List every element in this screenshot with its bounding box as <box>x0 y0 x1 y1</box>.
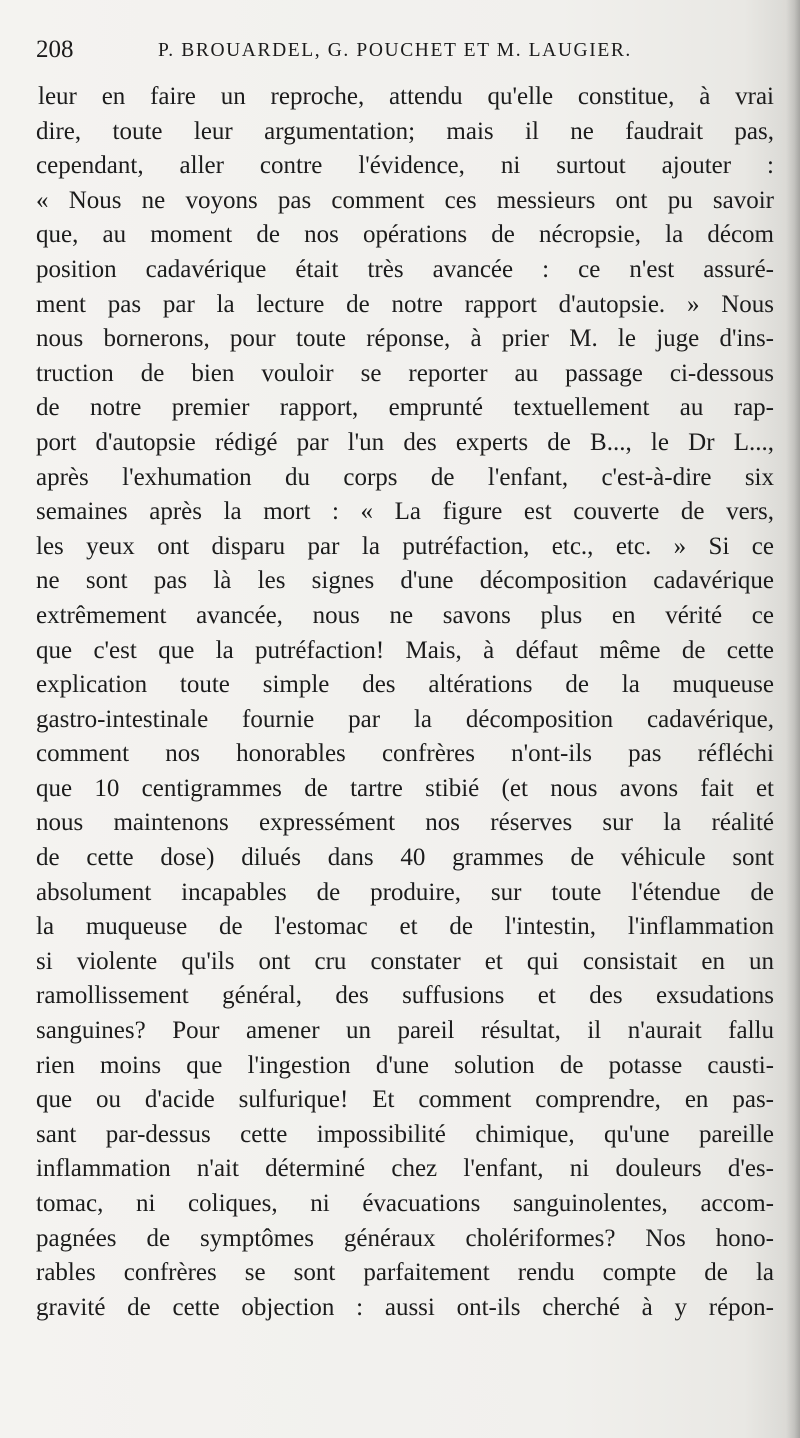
page-edge-shadow <box>786 0 800 1438</box>
text-line: que, au moment de nos opérations de nécropsie, la décom <box>36 221 774 249</box>
text-line: de notre premier rapport, emprunté textuellement au rap- <box>36 394 774 422</box>
text-line: inflammation n'ait déterminé chez l'enfant, ni douleurs d'es- <box>36 1155 774 1183</box>
body-paragraph <box>36 80 774 1325</box>
text-line: absolument incapables de produire, sur toute l'étendue de <box>36 878 774 906</box>
text-line: de cette dose) dilués dans 40 grammes de véhicule sont <box>36 844 774 872</box>
text-line: leur en faire un reproche, attendu qu'elle constitue, à vrai <box>38 83 774 110</box>
text-line: cependant, aller contre l'évidence, ni surtout ajouter : <box>36 152 774 180</box>
page-number: 208 <box>36 36 74 63</box>
text-line: truction de bien vouloir se reporter au passage ci-dessous <box>36 359 774 387</box>
text-line: gravité de cette objection : aussi ont-ils cherché à y répon- <box>36 1293 774 1321</box>
text-line: pagnées de symptômes généraux cholériformes? Nos hono- <box>36 1224 774 1252</box>
text-line: la muqueuse de l'estomac et de l'intestin, l'inflammation <box>36 913 774 941</box>
text-line: nous bornerons, pour toute réponse, à prier M. le juge d'ins- <box>36 325 774 353</box>
text-line: position cadavérique était très avancée : ce n'est assuré- <box>36 255 774 283</box>
text-line: que 10 centigrammes de tartre stibié (et nous avons fait et <box>36 774 774 802</box>
text-line: ne sont pas là les signes d'une décomposition cadavérique <box>36 567 774 595</box>
running-title: P. BROUARDEL, G. POUCHET ET M. LAUGIER. <box>158 40 632 61</box>
text-line: gastro-intestinale fournie par la décomposition cadavérique, <box>36 705 774 733</box>
text-line: sant par-dessus cette impossibilité chimique, qu'une pareille <box>36 1120 774 1148</box>
text-line: comment nos honorables confrères n'ont-ils pas réfléchi <box>36 740 774 768</box>
text-line: nous maintenons expressément nos réserves sur la réalité <box>36 809 774 837</box>
text-line: tomac, ni coliques, ni évacuations sanguinolentes, accom- <box>36 1190 774 1217</box>
text-line: port d'autopsie rédigé par l'un des experts de B..., le Dr L..., <box>36 428 774 456</box>
text-line: explication toute simple des altérations de la muqueuse <box>36 671 774 699</box>
running-header <box>36 34 776 68</box>
text-line: ment pas par la lecture de notre rapport d'autopsie. » Nous <box>36 290 774 318</box>
text-line: sanguines? Pour amener un pareil résultat, il n'aurait fallu <box>36 1017 774 1045</box>
text-line: semaines après la mort : « La figure est couverte de vers, <box>36 498 774 526</box>
text-line: extrêmement avancée, nous ne savons plus en vérité ce <box>36 601 774 629</box>
text-line: que c'est que la putréfaction! Mais, à défaut même de cette <box>36 636 774 664</box>
text-line: rien moins que l'ingestion d'une solution de potasse causti- <box>36 1051 774 1079</box>
text-line: rables confrères se sont parfaitement rendu compte de la <box>36 1259 774 1287</box>
text-line: après l'exhumation du corps de l'enfant, c'est-à-dire six <box>36 463 774 491</box>
text-line: « Nous ne voyons pas comment ces messieurs ont pu savoir <box>36 186 774 214</box>
text-line: les yeux ont disparu par la putréfaction, etc., etc. » Si ce <box>36 532 774 560</box>
text-line: dire, toute leur argumentation; mais il ne faudrait pas, <box>36 117 774 145</box>
text-line: si violente qu'ils ont cru constater et qui consistait en un <box>36 947 774 975</box>
text-line: ramollissement général, des suffusions et des exsudations <box>36 982 774 1010</box>
text-line: que ou d'acide sulfurique! Et comment comprendre, en pas- <box>36 1086 774 1114</box>
